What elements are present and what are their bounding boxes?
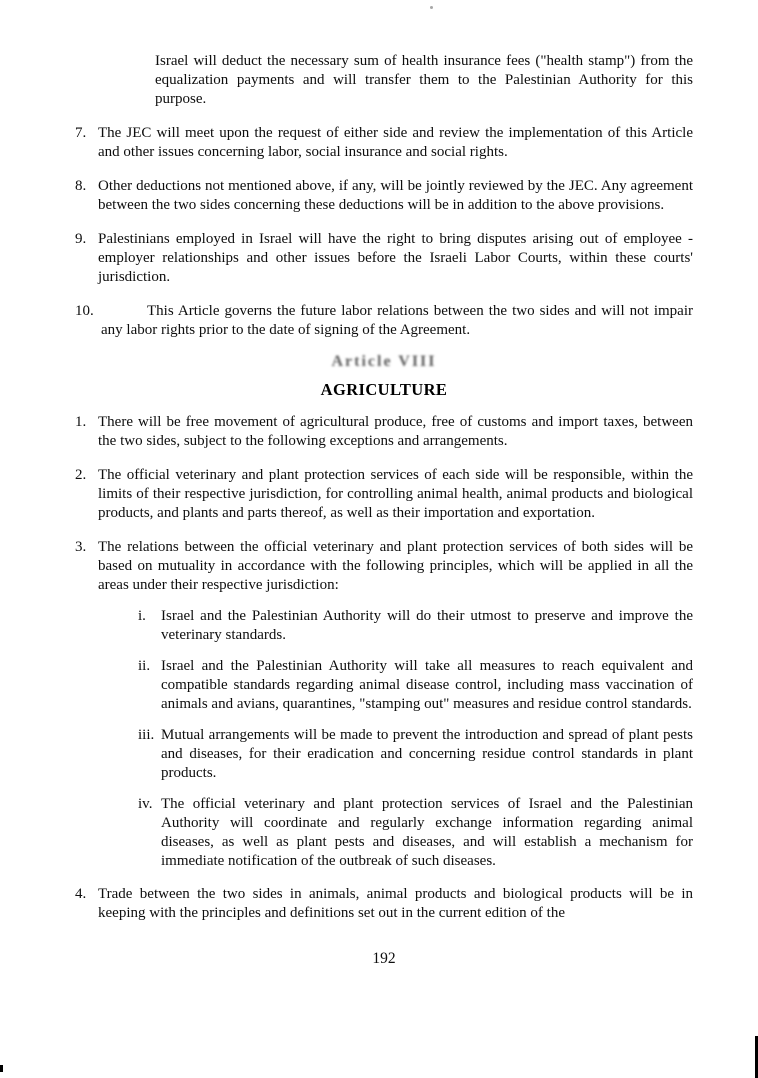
agri-item-2-text: The official veterinary and plant protection services of each side will be responsible, within the limits of their respective jurisdiction, for controlling animal health, animal products and biological products, and plants and parts thereof, as well as their importation and exportation. (98, 467, 693, 521)
item-9-number: 9. (75, 231, 87, 247)
page-content (75, 52, 693, 968)
item-9-text: Palestinians employed in Israel will have the right to bring disputes arising out of employee - employer relationships and other issues before the Israeli Labor Courts, within these courts' jurisdiction. (98, 231, 693, 285)
scan-artifact (0, 1065, 3, 1072)
agri-item-4-number: 4. (75, 886, 87, 902)
sub-item-iv-text: The official veterinary and plant protection services of Israel and the Palestinian Authority will coordinate and regularly exchange information regarding animal diseases, as well as plant pests and diseases, and will establish a mechanism for immediate notification of the outbreak of such diseases. (161, 796, 693, 869)
sub-item-i (138, 607, 693, 645)
agri-item-2 (75, 466, 693, 523)
agri-item-3-text: The relations between the official veterinary and plant protection services of both sides will be based on mutuality in accordance with the following principles, which will be applied in all the areas under their respective jurisdiction: (98, 539, 693, 593)
item-7 (75, 124, 693, 162)
sub-item-ii-number: ii. (138, 658, 151, 674)
sub-item-iii-text: Mutual arrangements will be made to prevent the introduction and spread of plant pests and diseases, for their eradication and concerning residue control standards in plant products. (161, 727, 693, 781)
item-10 (75, 302, 693, 340)
item-8 (75, 177, 693, 215)
page-number: 192 (372, 950, 396, 967)
agri-item-1 (75, 413, 693, 451)
item-8-text: Other deductions not mentioned above, if any, will be jointly reviewed by the JEC. Any agreement between the two sides concerning these deductions will be in addition to the above provisions. (98, 178, 693, 213)
item-10-text: This Article governs the future labor relations between the two sides and will not impair any labor rights prior to the date of signing of the Agreement. (101, 303, 693, 338)
item-7-text: The JEC will meet upon the request of either side and review the implementation of this Article and other issues concerning labor, social insurance and social rights. (98, 125, 693, 160)
sub-item-iv-number: iv. (138, 796, 153, 812)
agri-item-2-number: 2. (75, 467, 87, 483)
item-9 (75, 230, 693, 287)
article-heading: Article VIII (331, 353, 437, 370)
sub-item-ii (138, 657, 693, 714)
sub-item-i-number: i. (138, 608, 146, 624)
sub-item-iv (138, 795, 693, 871)
agri-item-3-number: 3. (75, 539, 87, 555)
item-7-number: 7. (75, 125, 87, 141)
agri-item-4 (75, 885, 693, 923)
section-title: AGRICULTURE (320, 380, 448, 399)
agri-item-1-number: 1. (75, 414, 87, 430)
scan-artifact (430, 6, 433, 9)
agri-item-3 (75, 538, 693, 595)
continuation-paragraph: Israel will deduct the necessary sum of health insurance fees ("health stamp") from the equalization payments and will transfer them to the Palestinian Authority for this purpose. (155, 53, 693, 107)
sub-item-iii (138, 726, 693, 783)
item-8-number: 8. (75, 178, 87, 194)
agri-item-1-text: There will be free movement of agricultural produce, free of customs and import taxes, between the two sides, subject to the following exceptions and arrangements. (98, 414, 693, 449)
sub-item-iii-number: iii. (138, 727, 155, 743)
sub-item-i-text: Israel and the Palestinian Authority will do their utmost to preserve and improve the veterinary standards. (161, 608, 693, 643)
agri-item-4-text: Trade between the two sides in animals, animal products and biological products will be in keeping with the principles and definitions set out in the current edition of the (98, 886, 693, 921)
item-10-number: 10. (75, 303, 94, 319)
sub-item-ii-text: Israel and the Palestinian Authority will take all measures to reach equivalent and compatible standards regarding animal disease control, including mass vaccination of animals and avians, quarantines, "stamping out" measures and residue control standards. (161, 658, 693, 712)
